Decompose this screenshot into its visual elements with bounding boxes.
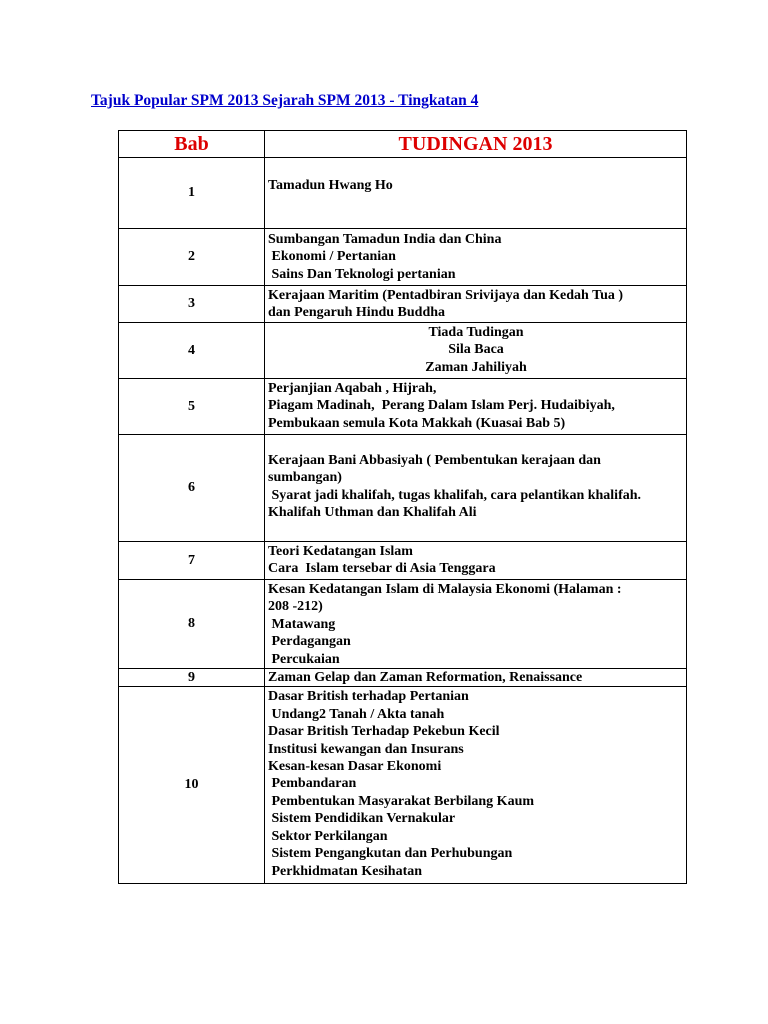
topic-line: Perdagangan xyxy=(268,634,351,650)
bab-number: 8 xyxy=(119,580,265,669)
topic-line: sumbangan) xyxy=(268,470,342,486)
topic-line: Sistem Pendidikan Vernakular xyxy=(268,811,456,827)
table-row xyxy=(119,687,687,884)
table-row xyxy=(119,286,687,323)
topic-line: Khalifah Uthman dan Khalifah Ali xyxy=(268,505,477,521)
bab-number: 4 xyxy=(119,323,265,379)
topic-line: dan Pengaruh Hindu Buddha xyxy=(268,305,446,321)
topic-line: Perjanjian Aqabah , Hijrah, xyxy=(268,381,437,396)
tudingan-table xyxy=(118,130,687,884)
bab-number: 10 xyxy=(119,687,265,884)
topic-cell xyxy=(265,229,687,286)
topic-line: Sektor Perkilangan xyxy=(268,828,388,844)
bab-number: 3 xyxy=(119,286,265,323)
topic-cell xyxy=(265,286,687,323)
topic-line: 208 -212) xyxy=(268,599,323,615)
topic-line: Pembukaan semula Kota Makkah (Kuasai Bab 5) xyxy=(268,415,566,431)
table-row xyxy=(119,580,687,669)
topic-cell xyxy=(265,158,687,229)
bab-number: 5 xyxy=(119,379,265,435)
topic-line: Tiada Tudingan xyxy=(428,325,524,340)
topic-cell xyxy=(265,435,687,542)
topic-line: Cara Islam tersebar di Asia Tenggara xyxy=(268,561,496,577)
topic-cell xyxy=(265,379,687,435)
topic-line: Piagam Madinah, Perang Dalam Islam Perj. Hudaibiyah, xyxy=(268,398,615,414)
bab-number: 6 xyxy=(119,435,265,542)
table-row xyxy=(119,542,687,580)
topic-line: Sumbangan Tamadun India dan China xyxy=(268,232,502,247)
table-header-row xyxy=(119,131,687,158)
topic-line: Zaman Jahiliyah xyxy=(425,359,527,375)
table-row xyxy=(119,669,687,687)
topic-cell xyxy=(265,323,687,379)
topic-line: Matawang xyxy=(268,616,336,632)
topic-line: Sila Baca xyxy=(448,342,504,358)
topic-line: Kerajaan Bani Abbasiyah ( Pembentukan kerajaan dan xyxy=(268,453,601,468)
topic-line: Ekonomi / Pertanian xyxy=(268,249,396,265)
topic-cell xyxy=(265,687,687,884)
topic-line: Undang2 Tanah / Akta tanah xyxy=(268,706,445,722)
topic-line: Sistem Pengangkutan dan Perhubungan xyxy=(268,846,513,862)
topic-cell xyxy=(265,580,687,669)
topic-line: Kerajaan Maritim (Pentadbiran Srivijaya dan Kedah Tua ) xyxy=(268,288,624,303)
bab-number: 9 xyxy=(119,669,265,687)
table-row xyxy=(119,158,687,229)
topic-line: Teori Kedatangan Islam xyxy=(268,544,413,559)
topic-line: Dasar British terhadap Pertanian xyxy=(268,689,469,705)
topic-line: Institusi kewangan dan Insurans xyxy=(268,741,464,757)
header-bab: Bab xyxy=(119,131,265,158)
page-title-link[interactable]: Tajuk Popular SPM 2013 Sejarah SPM 2013 - Tingkatan 4 xyxy=(91,92,479,109)
topic-line: Perkhidmatan Kesihatan xyxy=(268,863,423,879)
topic-line: Pembentukan Masyarakat Berbilang Kaum xyxy=(268,793,535,809)
bab-number: 1 xyxy=(119,158,265,229)
topic-line: Syarat jadi khalifah, tugas khalifah, cara pelantikan khalifah. xyxy=(268,487,642,503)
topic-line: Tamadun Hwang Ho xyxy=(268,178,393,193)
header-tudingan: TUDINGAN 2013 xyxy=(265,131,687,158)
topic-line: Dasar British Terhadap Pekebun Kecil xyxy=(268,724,500,740)
bab-number: 7 xyxy=(119,542,265,580)
bab-number: 2 xyxy=(119,229,265,286)
topic-line: Pembandaran xyxy=(268,776,357,792)
topic-line: Kesan Kedatangan Islam di Malaysia Ekonomi (Halaman : xyxy=(268,582,622,597)
topic-cell xyxy=(265,542,687,580)
table-row xyxy=(119,435,687,542)
topic-line: Kesan-kesan Dasar Ekonomi xyxy=(268,759,442,775)
topic-line: Zaman Gelap dan Zaman Reformation, Renaissance xyxy=(268,670,583,686)
table-row xyxy=(119,323,687,379)
table-row xyxy=(119,229,687,286)
topic-cell xyxy=(265,669,687,687)
topic-line: Percukaian xyxy=(268,651,340,667)
topic-line: Sains Dan Teknologi pertanian xyxy=(268,266,456,282)
table-row xyxy=(119,379,687,435)
